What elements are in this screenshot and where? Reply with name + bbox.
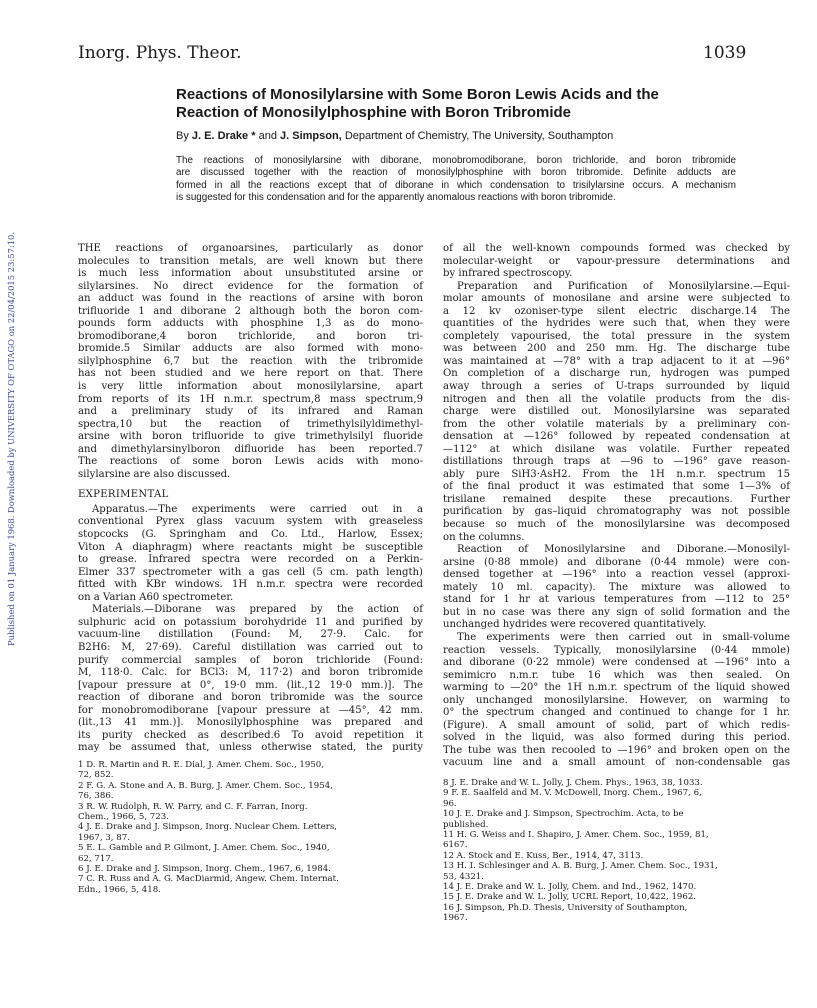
body-line: distillations through traps at —96 to —196° gave reason-	[443, 456, 790, 468]
footnote: 62, 717.	[78, 853, 114, 864]
body-line: vacuum line and a small amount of non-condensable gas	[443, 757, 790, 769]
footnotes-right	[443, 778, 790, 924]
footnote: 1 D. R. Martin and R. E. Dial, J. Amer. Chem. Soc., 1950,	[78, 760, 325, 770]
experimental-text	[78, 504, 423, 755]
footnote: 14 J. E. Drake and W. L. Jolly, Chem. and Ind., 1962, 1470.	[443, 882, 697, 893]
footnote: 16 J. Simpson, Ph.D. Thesis, University of Southampton,	[443, 902, 688, 913]
footnote: 1967, 3, 87.	[78, 832, 130, 843]
abstract	[176, 155, 736, 205]
footnotes-left	[78, 760, 423, 895]
author-name: J. E. Drake	[191, 130, 249, 142]
body-line: and a preliminary study of its infrared and Raman	[78, 406, 423, 418]
body-line: pounds form adducts with phosphine 1,3 as do mono-	[78, 318, 423, 330]
body-line: unchanged hydrides were recovered quantitatively.	[443, 619, 707, 631]
abstract-line: formed in all the reactions except that of diborane in which condensation to trisilylarsine occurs. A mechanism	[176, 179, 736, 191]
body-line: mately 10 ml. capacity). The mixture was allowed to	[443, 581, 790, 593]
footnote: 7 C. R. Russ and A. G. MacDiarmid, Angew. Chem. Internat.	[78, 874, 339, 885]
body-line: an adduct was found in the reactions of arsine with boron	[78, 293, 423, 305]
body-line: warming to —20° the 1H n.m.r. spectrum of the liquid showed	[443, 682, 790, 694]
body-line: ably pure SiH3·AsH2. From the 1H n.m.r. spectrum 15	[443, 468, 790, 480]
body-line: is very little information about monosilylarsine, apart	[78, 381, 423, 393]
body-line: its purity checked as described.6 To avoid repetition it	[78, 729, 423, 741]
section-heading-experimental: EXPERIMENTAL	[78, 489, 169, 501]
body-line: may be assumed that, unless otherwise stated, the purity	[78, 742, 423, 754]
body-line: is much less information about unsubstituted arsine or	[78, 268, 423, 280]
body-line: Reaction of Monosilylarsine and Diborane.—Monosilyl-	[457, 544, 790, 556]
footnote: 96.	[443, 798, 457, 809]
footnote: 10 J. E. Drake and J. Simpson, Spectrochim. Acta, to be	[443, 809, 684, 820]
body-line: Elmer 337 spectrometer with a gas cell (5 cm. path length)	[78, 566, 423, 578]
footnote: 2 F. G. A. Stone and A. B. Burg, J. Amer. Chem. Soc., 1954,	[78, 780, 333, 791]
left-column	[78, 243, 423, 755]
body-line: 0° the spectrum changed and continued to change for 1 hr.	[443, 707, 790, 719]
body-line: (Figure). A small amount of solid, part of which redis-	[443, 719, 790, 731]
body-line: stand for 1 hr at various temperatures from —112 to 25°	[443, 594, 790, 606]
author-name: J. Simpson,	[280, 130, 342, 142]
introduction	[78, 243, 423, 481]
body-line: was between 200 and 250 mm. Hg. The discharge tube	[443, 343, 790, 355]
body-line: only unchanged monosilylarsine. However, on warming to	[443, 694, 790, 706]
and-word: and	[258, 130, 277, 142]
footnote: 6167.	[443, 840, 468, 851]
body-line: trifluoride 1 and diborane 2 although both the boron com-	[78, 305, 423, 317]
body-line: reaction of diborane and boron tribromide was the source	[78, 692, 423, 704]
journal-name: Inorg. Phys. Theor.	[78, 43, 242, 63]
footnote: 9 F. E. Saalfeld and M. V. McDowell, Inorg. Chem., 1967, 6,	[443, 788, 702, 799]
title-line: Reaction of Monosilylphosphine with Boron Tribromide	[176, 104, 572, 121]
footnote: 72, 852.	[78, 770, 114, 781]
body-line: densation at —126° followed by repeated condensation at	[443, 431, 790, 443]
page-number: 1039	[703, 43, 747, 63]
body-line: because so much of the monosilylarsine was decomposed	[443, 519, 790, 531]
abstract-line: The reactions of monosilylarsine with diborane, monobromodiborane, boron trichloride, and boron tribromide	[176, 155, 736, 166]
body-line: to grease. Infrared spectra were recorded on a Perkin-	[78, 554, 423, 566]
footnote: 6 J. E. Drake and J. Simpson, Inorg. Chem., 1967, 6, 1984.	[78, 864, 331, 875]
body-line: semimicro n.m.r. tube 16 which was then sealed. On	[443, 669, 790, 681]
body-line: —112° at which disilane was volatile. Further repeated	[443, 443, 790, 455]
body-line: molar amounts of monosilane and arsine were subjected to	[443, 293, 790, 305]
footnote: 53, 4321.	[443, 871, 485, 882]
footnote: 5 E. L. Gamble and P. Gilmont, J. Amer. Chem. Soc., 1940,	[78, 843, 330, 854]
body-line: away through a series of U-traps surrounded by liquid	[443, 381, 790, 393]
download-watermark[interactable]: Published on 01 January 1968. Downloaded by UNIVERSITY OF OTAGO on 22/04/2015 23:57:10.	[6, 231, 16, 646]
by-word: By	[176, 130, 189, 142]
body-line: Materials.—Diborane was prepared by the action of	[92, 604, 423, 616]
body-line: M, 118·0. Calc. for BCl3: M, 117·2) and boron tribromide	[78, 667, 423, 679]
footnote: 13 H. I. Schlesinger and A. B. Burg, J. Amer. Chem. Soc., 1931,	[443, 861, 718, 872]
footnote: Edn., 1966, 5, 418.	[78, 884, 161, 895]
body-line: trisilane remained despite these precautions. Further	[443, 493, 790, 505]
body-line: On completion of a discharge run, hydrogen was pumped	[443, 368, 790, 380]
body-line: [vapour pressure at 0°, 19·0 mm. (lit.,12 19·0 mm.)]. The	[78, 679, 423, 691]
abstract-line: is suggested for this condensation and for the apparently anomalous reactions with boron tribromide.	[176, 192, 616, 204]
body-line: reaction vessels. Typically, monosilylarsine (0·44 mmole)	[443, 644, 790, 656]
footnote: 11 H. G. Weiss and I. Shapiro, J. Amer. Chem. Soc., 1959, 81,	[443, 830, 709, 841]
corresponding-mark: *	[251, 130, 256, 142]
body-line: from the other volatile materials by a preliminary con-	[443, 418, 790, 430]
body-line: bromide.5 Similar adducts are also formed with mono-	[78, 343, 423, 355]
body-line: silylphosphine 6,7 but the reaction with the tribromide	[78, 355, 423, 367]
body-line: by infrared spectroscopy.	[443, 268, 573, 280]
body-line: nitrogen and then all the volatile products from the dis-	[443, 393, 790, 405]
title-line: Reactions of Monosilylarsine with Some Boron Lewis Acids and the	[176, 86, 659, 103]
body-line: B2H6: M, 27·69). Careful distillation was carried out to	[78, 641, 423, 653]
body-line: silylarsines. No direct evidence for the formation of	[78, 280, 423, 292]
body-line: (lit.,13 41 mm.)]. Monosilylphosphine was prepared and	[78, 717, 423, 729]
body-line: THE reactions of organoarsines, particularly as donor	[78, 243, 423, 254]
body-line: purification by gas–liquid chromatography was not possible	[443, 506, 790, 518]
body-line: bromodiborane,4 boron trichloride, and boron tri-	[78, 330, 423, 342]
article-title	[176, 86, 756, 122]
body-line: from reports of its 1H n.m.r. spectrum,8 mass spectrum,9	[78, 393, 423, 405]
body-line: sulphuric acid on potassium borohydride 11 and purified by	[78, 616, 423, 628]
affiliation: Department of Chemistry, The University, Southampton	[344, 130, 614, 142]
body-line: arsine with boron trifluoride to give trimethylsilyl fluoride	[78, 431, 423, 443]
body-line: molecular-weight or vapour-pressure determinations and	[443, 255, 790, 267]
body-line: arsine (0·88 mmole) and diborane (0·44 mmole) were con-	[443, 556, 790, 568]
body-line: conventional Pyrex glass vacuum system with greaseless	[78, 516, 423, 528]
body-line: spectra,10 but the reaction of trimethylsilyldimethyl-	[78, 418, 423, 430]
body-line: of the final product it was estimated that some 1—3% of	[443, 481, 790, 493]
abstract-line: are discussed together with the reaction of monosilylphosphine with boron tribromide. Definite adducts are	[176, 167, 736, 179]
body-line: The tube was then recooled to —196° and broken open on the	[443, 744, 790, 756]
body-line: The reactions of some boron Lewis acids with mono-	[78, 456, 423, 468]
footnote: published.	[443, 819, 489, 830]
footnote: 12 A. Stock and E. Kuss, Ber., 1914, 47, 3113.	[443, 850, 644, 861]
body-line: for monobromodiborane [vapour pressure at —45°, 42 mm.	[78, 704, 423, 716]
body-line: molecules to transition metals, are well known but there	[78, 255, 423, 267]
body-line: solved in the liquid, was also formed during this period.	[443, 732, 790, 744]
body-line: on the columns.	[443, 531, 525, 543]
body-line: densed together at —196° into a reaction vessel (approxi-	[443, 569, 790, 581]
body-line: fitted with KBr windows. 1H n.m.r. spectra were recorded	[78, 579, 423, 591]
body-line: and dimethylarsinylboron difluoride has been reported.7	[78, 443, 423, 455]
footnote: 3 R. W. Rudolph, R. W. Parry, and C. F. Farran, Inorg.	[78, 801, 308, 812]
footnote: 15 J. E. Drake and W. L. Jolly, UCRL Report, 10,422, 1962.	[443, 892, 697, 903]
body-line: Viton A diaphragm) where reactants might be susceptible	[78, 541, 423, 553]
body-line: completely vapourised, the total pressure in the system	[443, 330, 790, 342]
body-line: The experiments were then carried out in small-volume	[457, 631, 790, 643]
footnote: 1967.	[443, 913, 468, 924]
body-line: silylarsine are also discussed.	[78, 468, 231, 480]
body-line: charge were distilled out. Monosilylarsine was separated	[443, 406, 790, 418]
body-line: has not been studied and we here report on that. There	[78, 368, 423, 380]
body-line: a 12 kv ozoniser-type silent electric discharge.14 The	[443, 305, 790, 317]
footnote: 76, 386.	[78, 791, 114, 802]
body-line: on a Varian A60 spectrometer.	[78, 591, 234, 603]
body-line: was maintained at —78° with a trap adjacent to it at —96°	[443, 355, 790, 367]
body-line: of all the well-known compounds formed was checked by	[443, 243, 790, 254]
right-column	[443, 243, 790, 770]
body-line: purify commercial samples of boron trichloride (Found:	[78, 654, 423, 666]
body-line: but in no case was there any sign of solid formation and the	[443, 606, 790, 618]
body-line: stopcocks (G. Springham and Co. Ltd., Harlow, Essex;	[78, 529, 423, 541]
footnote: 8 J. E. Drake and W. L. Jolly, J. Chem. Phys., 1963, 38, 1033.	[443, 778, 703, 788]
footnote: Chem., 1966, 5, 723.	[78, 812, 169, 823]
body-line: Preparation and Purification of Monosilylarsine.—Equi-	[457, 280, 790, 292]
body-line: and diborane (0·22 mmole) were condensed at —196° into a	[443, 657, 790, 669]
footnote: 4 J. E. Drake and J. Simpson, Inorg. Nuclear Chem. Letters,	[78, 822, 338, 833]
body-line: Apparatus.—The experiments were carried out in a	[92, 503, 423, 515]
author-line	[176, 130, 756, 142]
body-line: quantities of the hydrides were such that, when they were	[443, 318, 790, 330]
body-line: vacuum-line distillation (Found: M, 27·9. Calc. for	[78, 629, 423, 641]
